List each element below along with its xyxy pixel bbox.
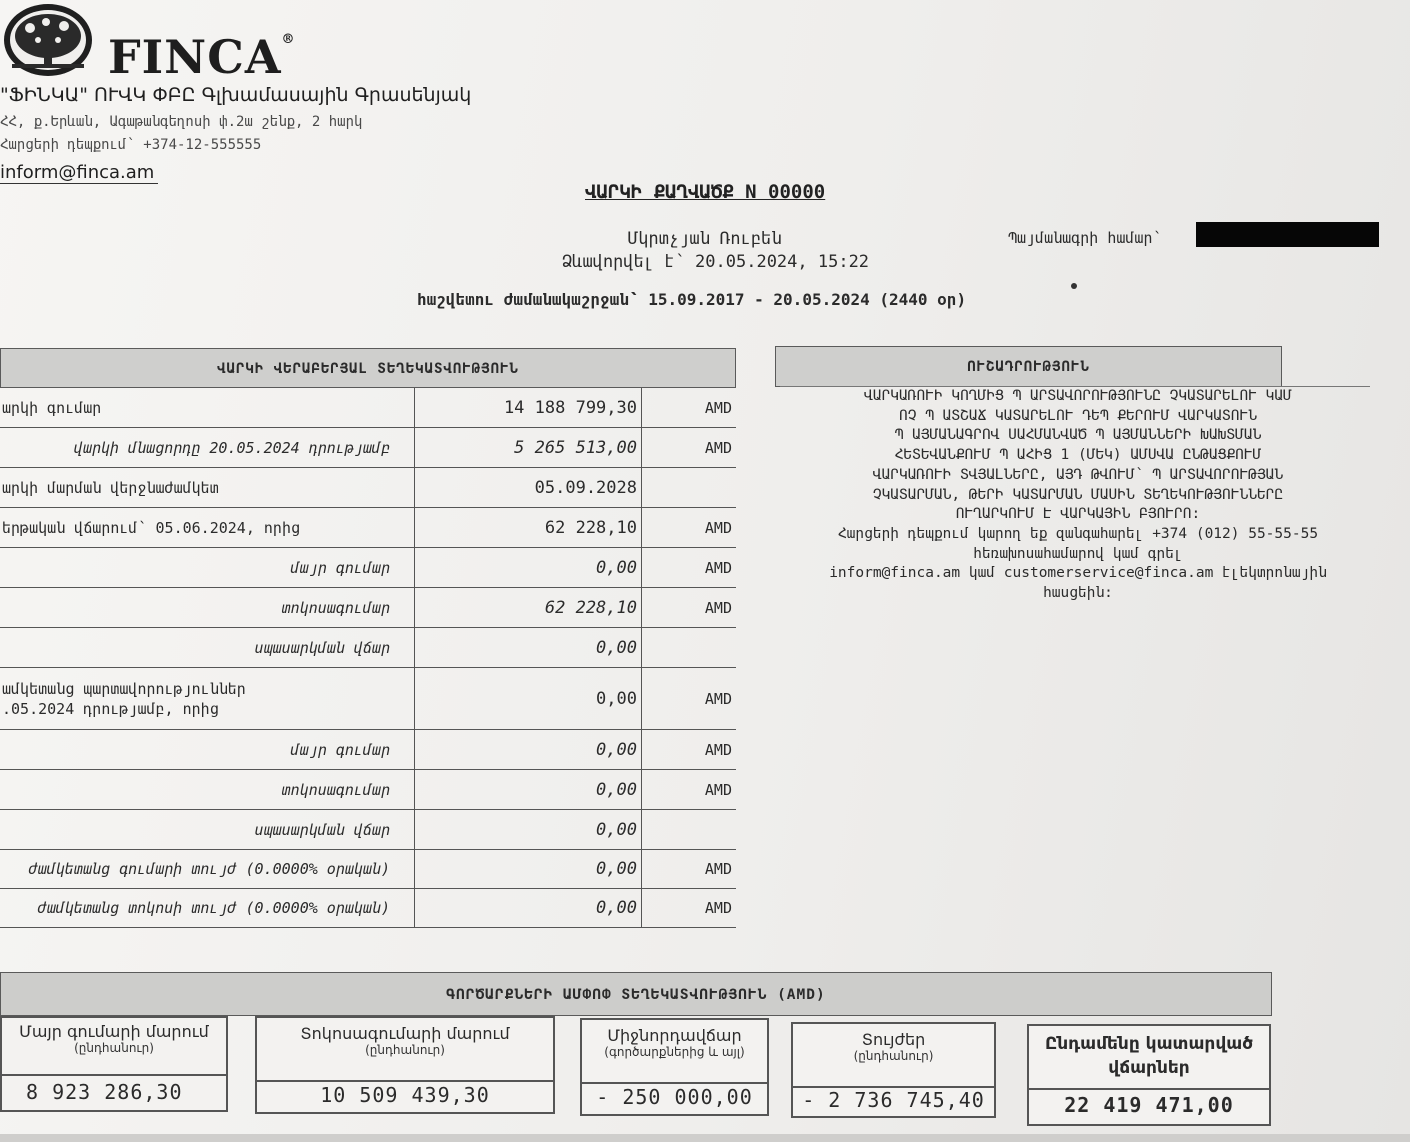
summary-heading: ԳՈՐԾԱՐՔՆԵՐԻ ԱՄՓՈՓ ՏԵՂԵԿԱՏՎՈՒԹՅՈՒՆ (AMD)	[0, 972, 1272, 1016]
notice-heading: ՈՒՇԱԴՐՈՒԹՅՈՒՆ	[775, 346, 1282, 387]
row-currency: AMD	[704, 598, 732, 617]
row-value: 0,00	[415, 889, 642, 927]
row-label: տոկոսագումար	[0, 588, 415, 627]
table-row	[0, 588, 736, 628]
notice-line: հասցեին:	[1043, 585, 1113, 602]
row-label: ժամկետանց տոկոսի տույժ (0.0000% օրական)	[0, 889, 415, 927]
row-label: ժամկետանց գումարի տույժ (0.0000% օրական)	[0, 850, 415, 888]
row-label: մայր գումար	[0, 548, 415, 587]
notice-line: Պ ԱՅՄԱՆԱԳՐՈՎ ՍԱՀՄԱՆՎԱԾ Պ ԱՅՄԱՆՆԵՐԻ ԽԱԽՏՄԱՆ	[894, 427, 1262, 444]
redacted-contract-number	[1196, 222, 1379, 247]
summary-box-value: 22 419 471,00	[1064, 1093, 1234, 1117]
statement-title: ՎԱՐԿԻ ՔԱՂՎԱԾՔ N 00000	[585, 181, 826, 203]
row-label: տոկոսագումար	[0, 770, 415, 809]
row-value: 0,00	[415, 850, 642, 888]
row-label: սպասարկման վճար	[0, 810, 415, 849]
finca-logo-icon	[2, 2, 94, 78]
summary-box-title: Տույժեր (ընդհանուր)	[793, 1024, 994, 1088]
row-currency	[642, 628, 736, 667]
notice-line: ՈՒՂԱՐԿՈՒՄ Է ՎԱՐԿԱՅԻՆ ԲՅՈՒՐՈ:	[955, 506, 1201, 523]
notice-line: ՉԿԱՏԱՐՄԱՆ, ԹԵՐԻ ԿԱՏԱՐՄԱՆ ՄԱՍԻՆ ՏԵՂԵԿՈՒԹՅՈՒՆՆԵՐԸ	[872, 486, 1284, 503]
row-value: 0,00	[415, 770, 642, 809]
row-currency	[642, 810, 736, 849]
notice-line: հեռախոսահամարով կամ գրել	[973, 545, 1183, 562]
ink-dot	[1071, 283, 1077, 289]
notice-line: inform@finca.am կամ customerservice@finca.am էլեկտրոնային	[829, 565, 1327, 582]
summary-box-title: Միջնորդավճար (գործարքներից և այլ)	[582, 1020, 767, 1084]
company-name: "ՖԻՆԿԱ" ՈՒՎԿ ՓԲԸ Գլխամասային Գրասենյակ	[0, 84, 472, 106]
row-label: արկի մարման վերջնաժամկետ	[0, 468, 415, 507]
client-name: Մկրտչյան Ռուբեն	[628, 229, 782, 249]
summary-box-penalties	[791, 1022, 996, 1118]
row-currency: AMD	[704, 518, 732, 537]
table-row	[0, 668, 736, 730]
row-value: 14 188 799,30	[415, 388, 642, 427]
row-value: 0,00	[415, 810, 642, 849]
row-currency: AMD	[704, 398, 732, 417]
summary-box-title: Տոկոսագումարի մարում (ընդհանուր)	[257, 1018, 553, 1082]
table-row	[0, 428, 736, 468]
notice-line: ՈՉ Պ ԱՏՇԱՃ ԿԱՏԱՐԵԼՈՒ ԴԵՊ ՔԵՐՈՒՄ ՎԱՐԿԱՏՈՒՆ	[899, 407, 1257, 424]
reporting-period: հաշվետու ժամանակաշրջան՝ 15.09.2017 - 20.05.2024 (2440 օր)	[417, 290, 967, 309]
row-currency: AMD	[704, 558, 732, 577]
row-label-line2: .05.2024 դրությամբ, որից	[2, 699, 219, 718]
row-value: 0,00	[415, 628, 642, 667]
company-email-link[interactable]: inform@finca.am	[0, 162, 158, 184]
company-address: ՀՀ, ք.Երևան, Ագաթանգեղոսի փ.2ա շենք, 2 հարկ	[0, 114, 363, 130]
table-row	[0, 770, 736, 810]
summary-box-commission	[580, 1018, 769, 1116]
table-row	[0, 850, 736, 889]
table-row	[0, 810, 736, 850]
table-row	[0, 548, 736, 588]
contract-number-label: Պայմանագրի համար՝	[1008, 229, 1162, 247]
row-label	[0, 668, 415, 729]
row-label: երթական վճարում՝ 05.06.2024, որից	[0, 508, 415, 547]
summary-box-value: 10 509 439,30	[320, 1083, 490, 1107]
row-label: մայր գումար	[0, 730, 415, 769]
table-row	[0, 730, 736, 770]
row-label-line1: ամկետանց պարտավորություններ	[2, 679, 246, 698]
row-label: սպասարկման վճար	[0, 628, 415, 667]
notice-line: ՀԵՏԵՎԱՆՔՈՒՄ Պ ԱՀԻՑ 1 (ՄԵԿ) ԱՄՍՎԱ ԸՆԹԱՑՔՈՒՄ	[894, 447, 1262, 464]
table-row	[0, 468, 736, 508]
row-currency	[642, 468, 736, 507]
row-currency: AMD	[704, 689, 732, 708]
summary-box-title: Ընդամենը կատարված վճարներ	[1029, 1026, 1269, 1090]
row-value: 5 265 513,00	[415, 428, 642, 467]
loan-table-heading: ՎԱՐԿԻ ՎԵՐԱԲԵՐՅԱԼ ՏԵՂԵԿԱՏՎՈՒԹՅՈՒՆ	[0, 348, 736, 388]
row-currency: AMD	[704, 438, 732, 457]
company-phone: Հարցերի դեպքում՝ +374-12-555555	[0, 137, 262, 153]
row-label: արկի գումար	[0, 388, 415, 427]
row-currency: AMD	[704, 780, 732, 799]
row-value: 05.09.2028	[415, 468, 642, 507]
row-value: 62 228,10	[415, 508, 642, 547]
summary-box-interest	[255, 1016, 555, 1114]
created-date: Ձևավորվել է՝ 20.05.2024, 15:22	[562, 252, 870, 272]
table-row	[0, 628, 736, 668]
brand-name: FINCA®	[108, 30, 296, 84]
table-row	[0, 388, 736, 428]
notice-body	[778, 387, 1378, 604]
notice-line: ՎԱՐԿԱՌՈՒԻ ԿՈՂՄԻՑ Պ ԱՐՏԱՎՈՐՈՒԹՅՈՒՆԸ ՉԿԱՏԱՐԵԼՈՒ ԿԱՄ	[864, 388, 1292, 404]
summary-box-value: - 250 000,00	[596, 1085, 753, 1109]
summary-box-value: 8 923 286,30	[26, 1080, 183, 1104]
row-value: 0,00	[415, 668, 642, 729]
row-currency: AMD	[704, 860, 732, 878]
notice-line: ՎԱՐԿԱՌՈՒԻ ՏՎՅԱԼՆԵՐԸ, ԱՅԴ ԹՎՈՒՄ՝ Պ ԱՐՏԱՎՈՐՈՒԹՅԱՆ	[872, 466, 1284, 483]
row-currency: AMD	[704, 899, 732, 917]
summary-box-total	[1027, 1024, 1271, 1126]
row-value: 0,00	[415, 730, 642, 769]
summary-box-value: - 2 736 745,40	[802, 1088, 985, 1112]
summary-box-principal	[0, 1016, 228, 1112]
row-currency: AMD	[704, 740, 732, 759]
notice-line: Հարցերի դեպքում կարող եք զանգահարել +374 (012) 55-55-55	[837, 525, 1319, 542]
table-row	[0, 508, 736, 548]
summary-box-title: Մայր գումարի մարում (ընդհանուր)	[2, 1018, 226, 1076]
row-value: 0,00	[415, 548, 642, 587]
row-value: 62 228,10	[415, 588, 642, 627]
row-label: վարկի մնացորդը 20.05.2024 դրությամբ	[0, 428, 415, 467]
table-row	[0, 889, 736, 928]
bottom-strip	[0, 1134, 1410, 1142]
